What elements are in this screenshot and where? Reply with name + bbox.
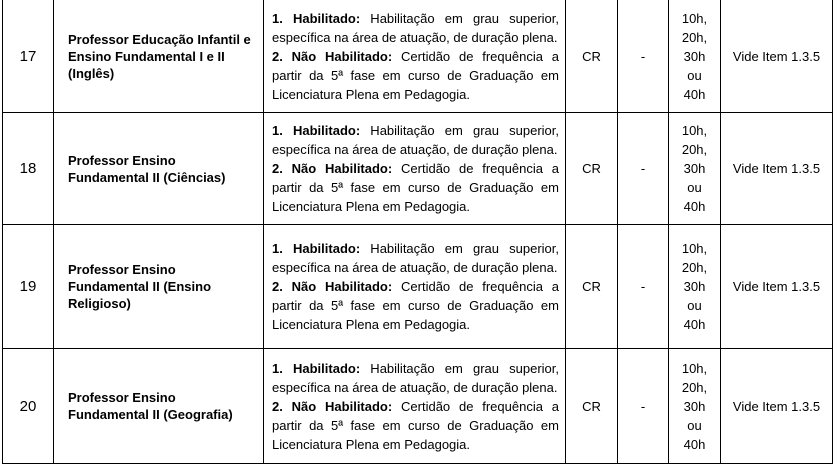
carga-horaria-option: 20h, bbox=[681, 379, 708, 395]
reserva-cell: - bbox=[618, 0, 669, 113]
vagas-cell: CR bbox=[566, 225, 618, 349]
carga-horaria-option: 10h, bbox=[681, 123, 708, 138]
cargos-table bbox=[2, 0, 833, 464]
vagas-cell: CR bbox=[566, 113, 618, 225]
carga-horaria-option: 30h bbox=[683, 398, 706, 414]
req-text-nao-habilitado: Certidão de frequência a partir da 5ª fase em curso de Graduação em Licenciatura Plena em Pedagogia. bbox=[272, 279, 559, 332]
cargo-name: Professor Ensino Fundamental II (Geografia) bbox=[54, 349, 264, 464]
reserva-cell: - bbox=[618, 349, 669, 464]
vagas-cell: CR bbox=[566, 0, 618, 113]
carga-horaria-option: 10h, bbox=[681, 360, 708, 376]
carga-horaria-option: 20h, bbox=[681, 260, 708, 275]
req-text-habilitado: Habilitação em grau superior, específica na área de atuação, de duração plena. bbox=[272, 123, 559, 157]
row-number: 19 bbox=[3, 225, 54, 349]
observacao-cell: Vide Item 1.3.5 bbox=[721, 0, 833, 113]
req-label-nao-habilitado: 2. Não Habilitado: bbox=[272, 161, 393, 176]
carga-horaria-option: 30h bbox=[683, 48, 706, 64]
carga-horaria-option: 30h bbox=[683, 279, 706, 294]
req-label-habilitado: 1. Habilitado: bbox=[272, 10, 361, 26]
req-label-nao-habilitado: 2. Não Habilitado: bbox=[272, 48, 393, 64]
row-number: 18 bbox=[3, 113, 54, 225]
row-number: 20 bbox=[3, 349, 54, 464]
carga-horaria-cell bbox=[669, 349, 721, 464]
vagas-cell: CR bbox=[566, 349, 618, 464]
carga-horaria-option: 40h bbox=[683, 436, 706, 452]
table-row bbox=[3, 349, 833, 464]
carga-horaria-option: 40h bbox=[683, 86, 706, 102]
cargo-name: Professor Ensino Fundamental II (Ensino Religioso) bbox=[54, 225, 264, 349]
req-label-nao-habilitado: 2. Não Habilitado: bbox=[272, 398, 393, 414]
reserva-cell: - bbox=[618, 225, 669, 349]
req-label-habilitado: 1. Habilitado: bbox=[272, 360, 361, 376]
req-text-habilitado: Habilitação em grau superior, específica na área de atuação, de duração plena. bbox=[272, 360, 559, 395]
carga-horaria-cell bbox=[669, 0, 721, 113]
observacao-cell: Vide Item 1.3.5 bbox=[721, 349, 833, 464]
observacao-cell: Vide Item 1.3.5 bbox=[721, 113, 833, 225]
table-row bbox=[3, 113, 833, 225]
req-label-nao-habilitado: 2. Não Habilitado: bbox=[272, 279, 393, 294]
cargo-name: Professor Ensino Fundamental II (Ciências) bbox=[54, 113, 264, 225]
req-text-nao-habilitado: Certidão de frequência a partir da 5ª fase em curso de Graduação em Licenciatura Plena em Pedagogia. bbox=[272, 398, 559, 452]
carga-horaria-option: ou bbox=[687, 298, 702, 313]
requirements-cell bbox=[264, 225, 566, 349]
req-text-nao-habilitado: Certidão de frequência a partir da 5ª fase em curso de Graduação em Licenciatura Plena em Pedagogia. bbox=[272, 48, 559, 102]
carga-horaria-option: ou bbox=[687, 417, 702, 433]
carga-horaria-option: 10h, bbox=[681, 241, 708, 256]
requirements-cell bbox=[264, 113, 566, 225]
row-number: 17 bbox=[3, 0, 54, 113]
req-label-habilitado: 1. Habilitado: bbox=[272, 241, 361, 256]
carga-horaria-option: 40h bbox=[683, 317, 706, 332]
req-text-nao-habilitado: Certidão de frequência a partir da 5ª fase em curso de Graduação em Licenciatura Plena em Pedagogia. bbox=[272, 161, 559, 214]
cargo-name: Professor Educação Infantil e Ensino Fundamental I e II (Inglês) bbox=[54, 0, 264, 113]
table-row bbox=[3, 225, 833, 349]
carga-horaria-cell bbox=[669, 225, 721, 349]
req-text-habilitado: Habilitação em grau superior, específica na área de atuação, de duração plena. bbox=[272, 10, 559, 45]
carga-horaria-cell bbox=[669, 113, 721, 225]
carga-horaria-option: 40h bbox=[683, 199, 706, 214]
requirements-cell bbox=[264, 349, 566, 464]
carga-horaria-option: 10h, bbox=[681, 10, 708, 26]
req-label-habilitado: 1. Habilitado: bbox=[272, 123, 361, 138]
carga-horaria-option: ou bbox=[687, 67, 702, 83]
reserva-cell: - bbox=[618, 113, 669, 225]
requirements-cell bbox=[264, 0, 566, 113]
carga-horaria-option: 30h bbox=[683, 161, 706, 176]
req-text-habilitado: Habilitação em grau superior, específica na área de atuação, de duração plena. bbox=[272, 241, 559, 275]
carga-horaria-option: 20h, bbox=[681, 29, 708, 45]
carga-horaria-option: 20h, bbox=[681, 142, 708, 157]
carga-horaria-option: ou bbox=[687, 180, 702, 195]
observacao-cell: Vide Item 1.3.5 bbox=[721, 225, 833, 349]
table-row bbox=[3, 0, 833, 113]
